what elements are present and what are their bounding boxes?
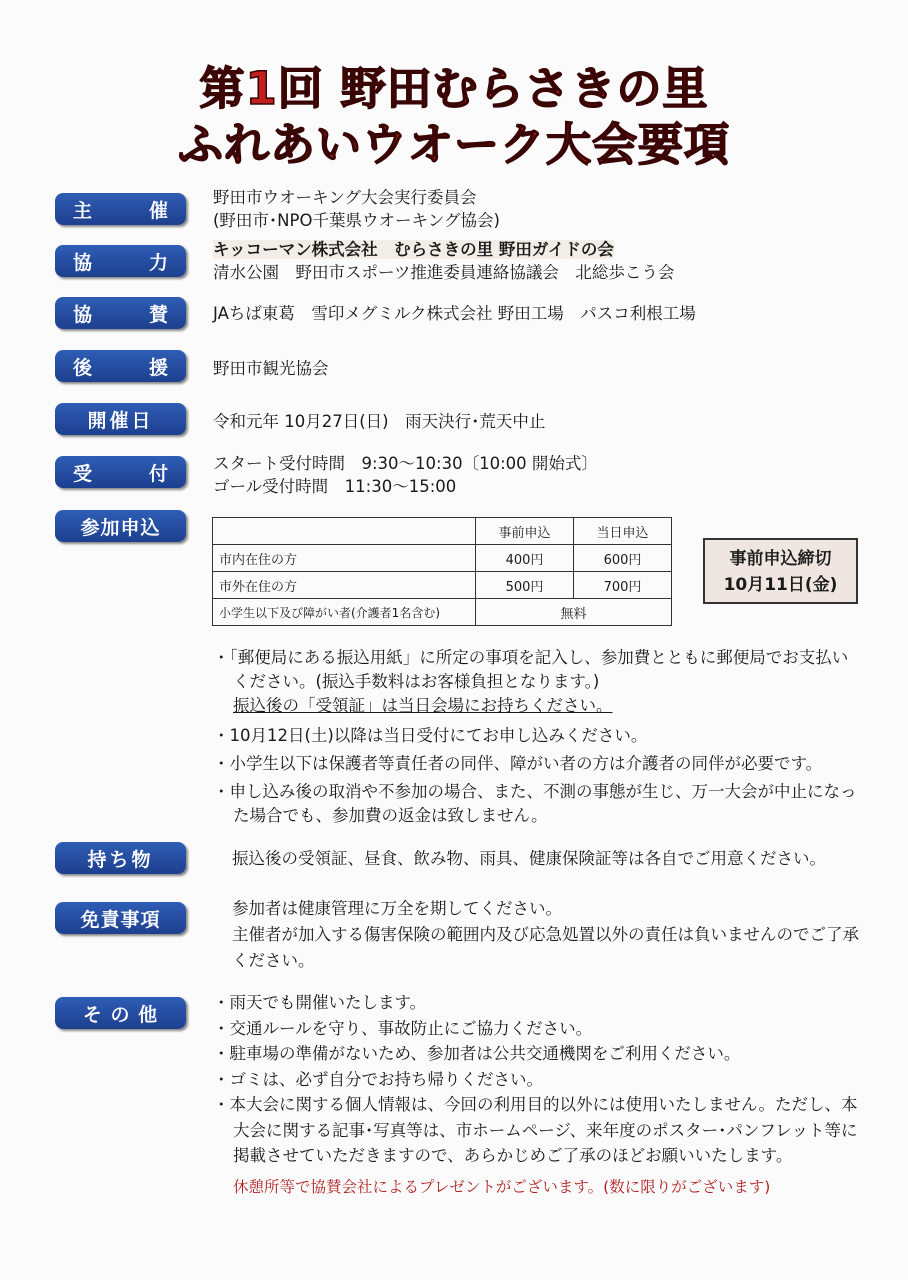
table-cell xyxy=(213,518,476,545)
deadline-line: 事前申込締切 xyxy=(729,549,832,569)
note-underlined: 振込後の「受領証」は当日会場にお持ちください。 xyxy=(233,696,613,715)
label-char: 付 xyxy=(148,462,168,485)
other-item: ・ゴミは、必ず自分でお持ち帰りください。 xyxy=(213,1069,543,1089)
cooperation-text xyxy=(213,238,674,284)
label-sponsor xyxy=(55,297,186,329)
table-row xyxy=(213,599,672,626)
deadline-date: 10月11日(金) xyxy=(723,575,838,595)
label-organizer xyxy=(55,193,186,225)
label-char: 後 xyxy=(73,356,93,379)
table-header: 事前申込 xyxy=(476,518,574,545)
label-char: 賛 xyxy=(148,303,168,326)
reception-line: ゴール受付時間 11:30～15:00 xyxy=(213,477,457,496)
label-char: 主 xyxy=(73,199,93,222)
label-application: 参加申込 xyxy=(55,510,186,542)
support-text: 野田市観光協会 xyxy=(213,359,329,378)
label-char: 協 xyxy=(73,251,93,274)
label-char: 援 xyxy=(148,356,168,379)
cooperation-line: キッコーマン株式会社 むらさきの里 野田ガイドの会 xyxy=(213,240,614,259)
label-support xyxy=(55,350,186,382)
application-notes xyxy=(213,646,863,828)
other-item: ・駐車場の準備がないため、参加者は公共交通機関をご利用ください。 xyxy=(213,1044,741,1063)
other-item: ・本大会に関する個人情報は、今回の利用目的以外には使用いたしません。ただし、本大会に関する記事･写真等は、市ホームページ、来年度のポスター･パンフレット等に掲載させていただきますので、あらかじめご了承のほどお願いいたします。 xyxy=(213,1095,858,1165)
disclaimer-text xyxy=(232,896,872,974)
table-cell: 400円 xyxy=(476,545,574,572)
table-cell: 無料 xyxy=(476,599,672,626)
other-item: ・交通ルールを守り、事故防止にご協力ください。 xyxy=(213,1018,593,1038)
label-char: 力 xyxy=(148,251,168,274)
reception-text xyxy=(213,452,598,498)
organizer-line: (野田市･NPO千葉県ウオーキング協会) xyxy=(213,211,500,230)
table-cell: 市外在住の方 xyxy=(213,572,476,599)
table-row xyxy=(213,545,672,572)
disclaimer-line: 参加者は健康管理に万全を期してください。 xyxy=(232,899,562,918)
table-row xyxy=(213,518,672,545)
reception-line: スタート受付時間 9:30～10:30〔10:00 開始式〕 xyxy=(213,454,598,473)
note-item: ・10月12日(土)以降は当日受付にてお申し込みください。 xyxy=(213,726,648,745)
table-row xyxy=(213,572,672,599)
date-text: 令和元年 10月27日(日) 雨天決行･荒天中止 xyxy=(213,412,546,431)
label-date: 開催日 xyxy=(55,403,186,435)
table-cell: 500円 xyxy=(476,572,574,599)
other-items xyxy=(213,990,863,1200)
label-cooperation xyxy=(55,245,186,277)
deadline-box xyxy=(703,538,858,604)
organizer-line: 野田市ウオーキング大会実行委員会 xyxy=(213,188,477,207)
fee-table xyxy=(212,517,672,626)
cooperation-line: 清水公園 野田市スポーツ推進委員連絡協議会 北総歩こう会 xyxy=(213,263,675,282)
note-item: ・小学生以下は保護者等責任者の同伴、障がい者の方は介護者の同伴が必要です。 xyxy=(213,754,823,773)
label-other: そ の 他 xyxy=(55,997,186,1029)
note-item: ・申し込み後の取消や不参加の場合、また、不測の事態が生じ、万一大会が中止になった場合でも、参加費の返金は致しません。 xyxy=(213,782,857,825)
table-header: 当日申込 xyxy=(574,518,672,545)
belongings-text: 振込後の受領証、昼食、飲み物、雨具、健康保険証等は各自でご用意ください。 xyxy=(232,849,826,868)
table-cell: 市内在住の方 xyxy=(213,545,476,572)
table-cell: 700円 xyxy=(574,572,672,599)
table-cell: 小学生以下及び障がい者(介護者1名含む) xyxy=(213,599,476,626)
table-cell: 600円 xyxy=(574,545,672,572)
present-note: 休憩所等で協賛会社によるプレゼントがございます。(数に限りがございます) xyxy=(233,1177,771,1196)
sponsor-text: JAちば東葛 雪印メグミルク株式会社 野田工場 パスコ利根工場 xyxy=(213,304,696,323)
title-line-2: ふれあいウオーク大会要項 xyxy=(177,118,730,171)
label-reception xyxy=(55,456,186,488)
label-belongings: 持ち物 xyxy=(55,842,186,874)
label-disclaimer: 免責事項 xyxy=(55,902,186,934)
other-item: ・雨天でも開催いたします。 xyxy=(213,993,427,1012)
label-char: 受 xyxy=(73,462,93,485)
note-item: ・「郵便局にある振込用紙」に所定の事項を記入し、参加費とともに郵便局でお支払いください。(振込手数料はお客様負担となります。) xyxy=(213,648,849,691)
title-line-1: 第1回 野田むらさきの里 xyxy=(199,62,709,115)
organizer-text xyxy=(213,186,500,232)
label-char: 催 xyxy=(148,199,168,222)
disclaimer-line: 主催者が加入する傷害保険の範囲内及び応急処置以外の責任は負いませんのでご了承ください。 xyxy=(232,925,859,970)
label-char: 協 xyxy=(73,303,93,326)
